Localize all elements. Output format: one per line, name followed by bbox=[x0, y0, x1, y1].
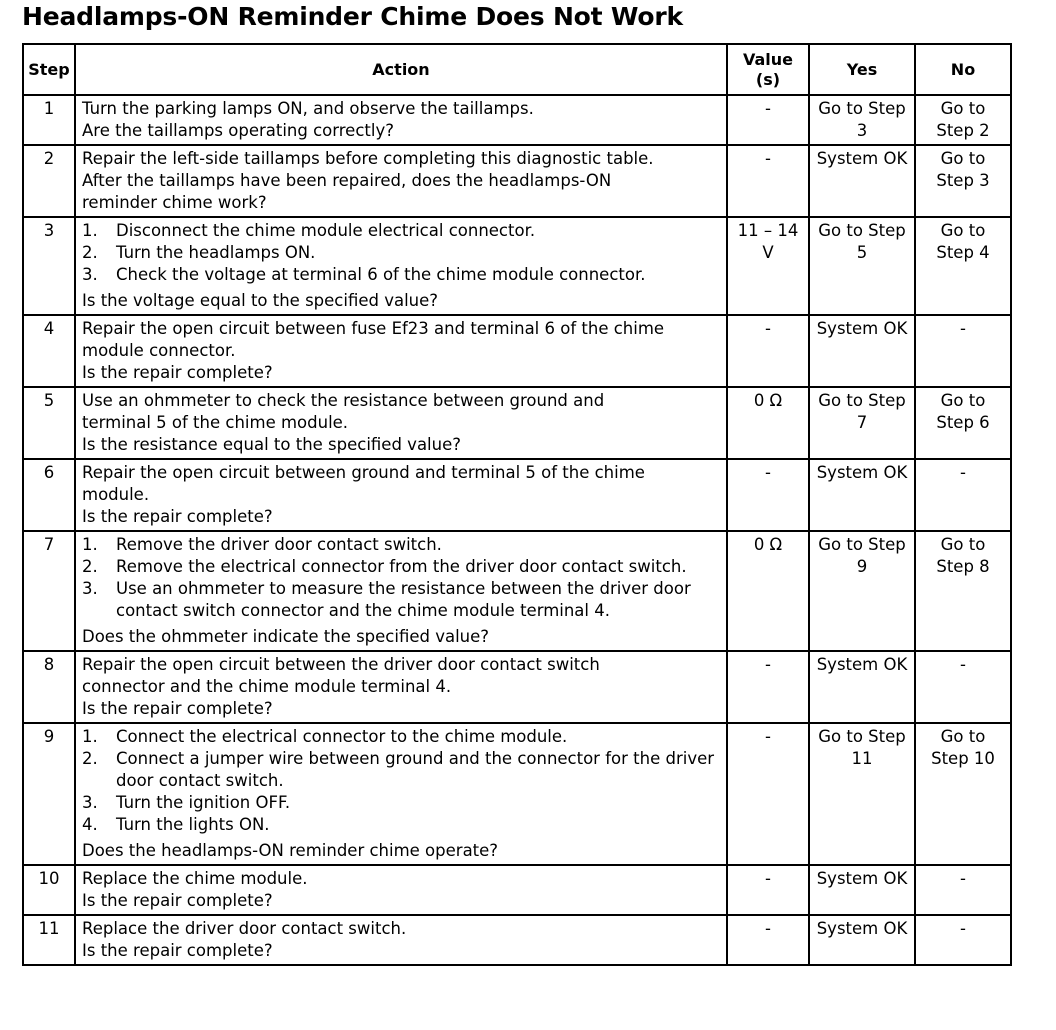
yes-cell: System OK bbox=[809, 145, 915, 217]
value-cell: - bbox=[727, 315, 809, 387]
table-row bbox=[23, 651, 1011, 723]
no-cell: - bbox=[915, 315, 1011, 387]
yes-cell: System OK bbox=[809, 651, 915, 723]
action-cell bbox=[75, 531, 727, 651]
table-row bbox=[23, 865, 1011, 915]
table-row bbox=[23, 387, 1011, 459]
substep-number: 4. bbox=[82, 815, 98, 834]
step-number: 1 bbox=[23, 95, 75, 145]
table-row bbox=[23, 145, 1011, 217]
value-cell: - bbox=[727, 459, 809, 531]
no-cell: - bbox=[915, 865, 1011, 915]
value-cell: - bbox=[727, 915, 809, 965]
action-cell bbox=[75, 145, 727, 217]
step-number: 6 bbox=[23, 459, 75, 531]
yes-cell: System OK bbox=[809, 315, 915, 387]
action-question: Is the voltage equal to the specified value? bbox=[82, 291, 439, 310]
table-row bbox=[23, 915, 1011, 965]
step-number: 8 bbox=[23, 651, 75, 723]
value-cell: - bbox=[727, 865, 809, 915]
action-line: Replace the chime module. bbox=[82, 869, 308, 888]
action-line: Turn the parking lamps ON, and observe the taillamps. bbox=[82, 99, 534, 118]
no-cell: Go to Step 8 bbox=[915, 531, 1011, 651]
substep-text: Disconnect the chime module electrical connector. bbox=[116, 221, 536, 240]
action-cell bbox=[75, 865, 727, 915]
action-line: Repair the open circuit between ground and terminal 5 of the chime bbox=[82, 463, 645, 482]
yes-cell: Go to Step 5 bbox=[809, 217, 915, 315]
action-line: Is the repair complete? bbox=[82, 363, 273, 382]
no-cell: Go to Step 4 bbox=[915, 217, 1011, 315]
page-title: Headlamps-ON Reminder Chime Does Not Work bbox=[22, 2, 683, 31]
action-cell bbox=[75, 915, 727, 965]
substep-text: Check the voltage at terminal 6 of the chime module connector. bbox=[116, 265, 646, 284]
table-row bbox=[23, 217, 1011, 315]
action-line: Is the resistance equal to the specified value? bbox=[82, 435, 462, 454]
yes-cell: Go to Step 9 bbox=[809, 531, 915, 651]
no-cell: - bbox=[915, 459, 1011, 531]
substep bbox=[82, 792, 720, 814]
substep bbox=[82, 726, 720, 748]
action-line: Is the repair complete? bbox=[82, 891, 273, 910]
value-cell: - bbox=[727, 723, 809, 865]
substep-number: 3. bbox=[82, 579, 98, 598]
action-cell bbox=[75, 723, 727, 865]
action-line: module connector. bbox=[82, 341, 236, 360]
action-question: Does the ohmmeter indicate the specified value? bbox=[82, 627, 490, 646]
header-yes: Yes bbox=[809, 44, 915, 95]
substep-text: Connect a jumper wire between ground and the connector for the driver door contact switch. bbox=[116, 749, 715, 790]
action-line: Repair the left-side taillamps before completing this diagnostic table. bbox=[82, 149, 654, 168]
action-cell bbox=[75, 651, 727, 723]
substep-number: 1. bbox=[82, 727, 98, 746]
substep-text: Remove the electrical connector from the driver door contact switch. bbox=[116, 557, 687, 576]
yes-cell: System OK bbox=[809, 459, 915, 531]
yes-cell: System OK bbox=[809, 865, 915, 915]
substep bbox=[82, 748, 720, 792]
step-number: 9 bbox=[23, 723, 75, 865]
substep bbox=[82, 556, 720, 578]
yes-cell: Go to Step 11 bbox=[809, 723, 915, 865]
action-cell bbox=[75, 217, 727, 315]
action-line: After the taillamps have been repaired, does the headlamps-ON bbox=[82, 171, 612, 190]
value-cell: - bbox=[727, 145, 809, 217]
action-line: Is the repair complete? bbox=[82, 941, 273, 960]
substep-number: 1. bbox=[82, 221, 98, 240]
action-line: Is the repair complete? bbox=[82, 507, 273, 526]
no-cell: Go to Step 6 bbox=[915, 387, 1011, 459]
no-cell: Go to Step 3 bbox=[915, 145, 1011, 217]
step-number: 5 bbox=[23, 387, 75, 459]
action-line: terminal 5 of the chime module. bbox=[82, 413, 349, 432]
header-no: No bbox=[915, 44, 1011, 95]
yes-cell: Go to Step 7 bbox=[809, 387, 915, 459]
substep bbox=[82, 264, 720, 286]
yes-cell: Go to Step 3 bbox=[809, 95, 915, 145]
substep bbox=[82, 814, 720, 836]
action-cell bbox=[75, 95, 727, 145]
step-number: 3 bbox=[23, 217, 75, 315]
value-cell: 0 Ω bbox=[727, 387, 809, 459]
no-cell: Go to Step 10 bbox=[915, 723, 1011, 865]
substep-number: 2. bbox=[82, 557, 98, 576]
header-value: Value (s) bbox=[727, 44, 809, 95]
action-line: Repair the open circuit between fuse Ef23 and terminal 6 of the chime bbox=[82, 319, 665, 338]
step-number: 2 bbox=[23, 145, 75, 217]
yes-cell: System OK bbox=[809, 915, 915, 965]
table-row bbox=[23, 95, 1011, 145]
substep-number: 1. bbox=[82, 535, 98, 554]
action-line: Is the repair complete? bbox=[82, 699, 273, 718]
action-cell bbox=[75, 315, 727, 387]
action-cell bbox=[75, 459, 727, 531]
substep bbox=[82, 220, 720, 242]
step-number: 4 bbox=[23, 315, 75, 387]
step-number: 10 bbox=[23, 865, 75, 915]
substep bbox=[82, 578, 720, 622]
header-action: Action bbox=[75, 44, 727, 95]
table-row bbox=[23, 459, 1011, 531]
step-number: 11 bbox=[23, 915, 75, 965]
no-cell: Go to Step 2 bbox=[915, 95, 1011, 145]
table-row bbox=[23, 723, 1011, 865]
step-number: 7 bbox=[23, 531, 75, 651]
action-line: reminder chime work? bbox=[82, 193, 267, 212]
substep-text: Connect the electrical connector to the chime module. bbox=[116, 727, 568, 746]
action-line: Are the taillamps operating correctly? bbox=[82, 121, 394, 140]
no-cell: - bbox=[915, 915, 1011, 965]
action-line: Replace the driver door contact switch. bbox=[82, 919, 407, 938]
substep bbox=[82, 242, 720, 264]
action-question: Does the headlamps-ON reminder chime operate? bbox=[82, 841, 499, 860]
action-line: module. bbox=[82, 485, 150, 504]
table-header-row bbox=[23, 44, 1011, 95]
substep-text: Use an ohmmeter to measure the resistance between the driver door contact switch connector and the chime module terminal 4. bbox=[116, 579, 691, 620]
diagnostic-table bbox=[22, 43, 1012, 966]
value-cell: - bbox=[727, 651, 809, 723]
table-row bbox=[23, 531, 1011, 651]
no-cell: - bbox=[915, 651, 1011, 723]
value-cell: - bbox=[727, 95, 809, 145]
substep-number: 2. bbox=[82, 749, 98, 768]
substep-text: Turn the ignition OFF. bbox=[116, 793, 291, 812]
substep-text: Remove the driver door contact switch. bbox=[116, 535, 442, 554]
substep-text: Turn the lights ON. bbox=[116, 815, 270, 834]
action-line: connector and the chime module terminal 4. bbox=[82, 677, 452, 696]
substep-number: 3. bbox=[82, 793, 98, 812]
substep-number: 2. bbox=[82, 243, 98, 262]
substep bbox=[82, 534, 720, 556]
value-cell: 11 – 14 V bbox=[727, 217, 809, 315]
substep-number: 3. bbox=[82, 265, 98, 284]
action-cell bbox=[75, 387, 727, 459]
header-step: Step bbox=[23, 44, 75, 95]
table-row bbox=[23, 315, 1011, 387]
substep-text: Turn the headlamps ON. bbox=[116, 243, 316, 262]
value-cell: 0 Ω bbox=[727, 531, 809, 651]
action-line: Use an ohmmeter to check the resistance between ground and bbox=[82, 391, 605, 410]
action-line: Repair the open circuit between the driver door contact switch bbox=[82, 655, 600, 674]
